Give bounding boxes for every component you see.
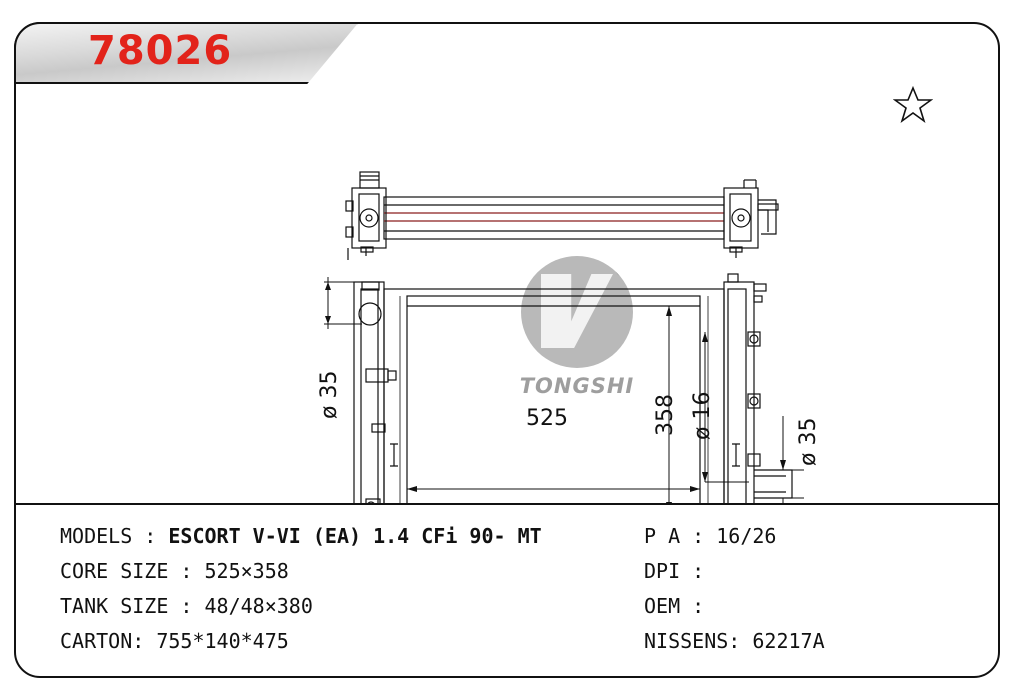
spec-column-right <box>644 519 825 659</box>
spec-value-nissens: 62217A <box>752 629 825 653</box>
radiator-drawing <box>14 84 1000 503</box>
spec-row-dpi <box>644 554 825 589</box>
watermark-brand: TONGSHI <box>519 374 635 398</box>
spec-value-tank-size: 48/48×380 <box>204 594 313 618</box>
spec-row-nissens <box>644 624 825 659</box>
dimension-left-inlet: ø 35 <box>317 370 342 419</box>
spec-label-carton: CARTON: <box>60 629 145 653</box>
spec-value-core-size: 525×358 <box>204 559 289 583</box>
dimension-right-outlet: ø 35 <box>796 417 821 466</box>
spec-label-core-size: CORE SIZE : <box>60 559 193 583</box>
registered-icon: ® <box>614 262 629 280</box>
spec-value-pa: 16/26 <box>716 524 777 548</box>
spec-value-models: ESCORT V-VI (EA) 1.4 CFi 90- MT <box>168 524 542 548</box>
spec-label-nissens: NISSENS: <box>644 629 741 653</box>
spec-label-pa: P A : <box>644 524 705 548</box>
spec-label-models: MODELS : <box>60 524 157 548</box>
drawing-vectors <box>14 84 1000 503</box>
spec-row-tank-size <box>60 589 542 624</box>
part-number-label: 78026 <box>88 28 233 74</box>
spec-row-core-size <box>60 554 542 589</box>
spec-label-oem: OEM : <box>644 594 705 618</box>
spec-row-oem <box>644 589 825 624</box>
spec-column-left <box>60 519 542 659</box>
spec-label-tank-size: TANK SIZE : <box>60 594 193 618</box>
spec-row-pa <box>644 519 825 554</box>
spec-table <box>14 503 1000 678</box>
spec-value-carton: 755*140*475 <box>156 629 289 653</box>
dimension-core-width: 525 <box>526 406 568 431</box>
spec-label-dpi: DPI : <box>644 559 705 583</box>
spec-row-models <box>60 519 542 554</box>
dimension-core-height: 358 <box>653 394 678 436</box>
spec-row-carton <box>60 624 542 659</box>
dimension-inner-pipe: ø 16 <box>690 391 715 440</box>
